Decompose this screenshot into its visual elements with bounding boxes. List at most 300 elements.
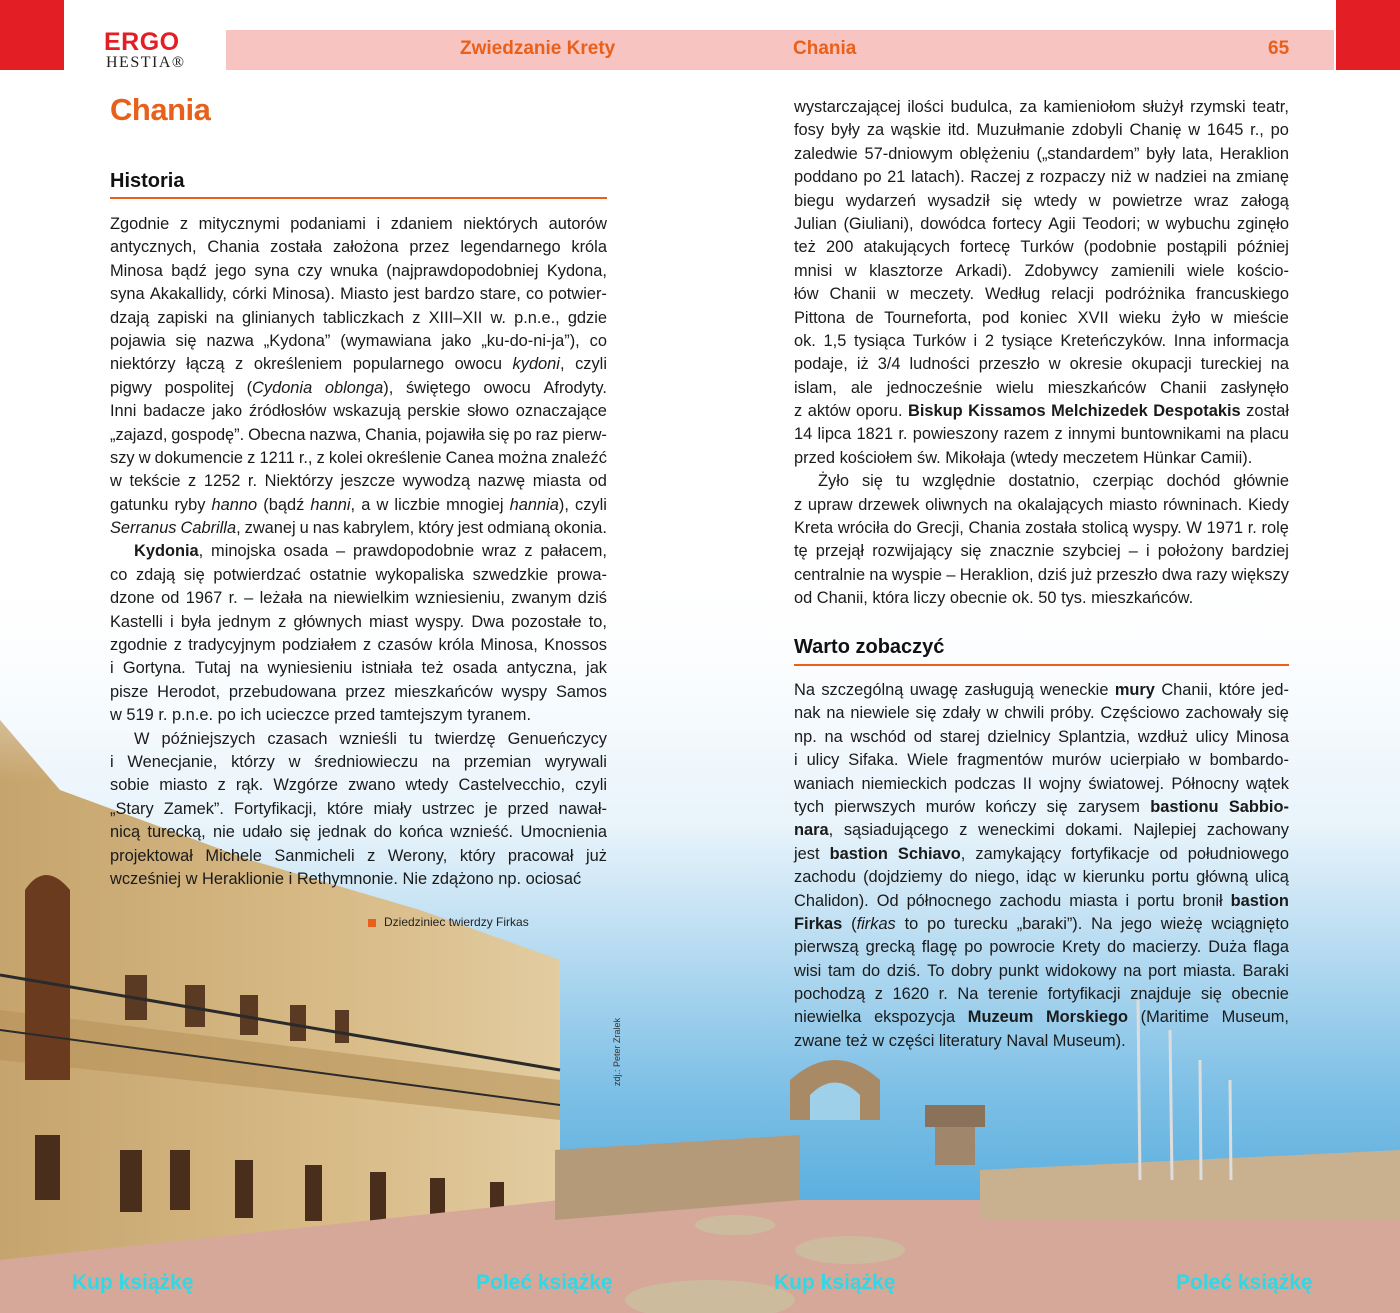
recommend-book-link[interactable]: Poleć książkę [476, 1271, 613, 1294]
word: wskazują [333, 402, 401, 421]
word: Pittona [794, 308, 846, 327]
word: Genueńczycy [507, 729, 607, 748]
word: podczas [954, 774, 1016, 793]
word: z [959, 821, 968, 840]
word: II [1022, 774, 1032, 793]
word: Chanii, [816, 589, 868, 608]
word: Chanii [1160, 378, 1207, 397]
page-title: Chania [110, 92, 211, 127]
word: na [826, 704, 845, 723]
text-line [110, 751, 607, 774]
word: Od [876, 891, 899, 910]
word: 2 [984, 331, 994, 350]
word: r. [158, 706, 168, 725]
word: po [1270, 121, 1289, 140]
word: Kissamos [968, 402, 1046, 421]
word: ociosać [525, 869, 582, 888]
word: Sanmicheli [274, 846, 355, 865]
word: jest [457, 519, 484, 538]
word: niego, [974, 868, 1020, 887]
word: się [861, 472, 883, 491]
word: okupacji [1131, 355, 1192, 374]
word: w [1188, 751, 1201, 770]
word: okonia. [554, 519, 607, 538]
word: określenie [366, 448, 442, 467]
word: mieszkańców [394, 682, 493, 701]
word: przeszło [978, 355, 1040, 374]
word: na [1270, 355, 1289, 374]
word: biegu [794, 191, 835, 210]
word: tych [794, 797, 825, 816]
word: ulicą [1255, 868, 1289, 887]
word: (bądź [263, 495, 305, 514]
logo-line-1: ERGO [104, 28, 180, 56]
word: oblężeniu [959, 144, 1030, 163]
text-line [794, 307, 1289, 330]
word: glinianych [241, 308, 315, 327]
word: ok. [1011, 589, 1034, 608]
word: W [1186, 519, 1202, 538]
word: XIII–XII [428, 308, 483, 327]
word: obecnie [1231, 985, 1289, 1004]
word: (wymawiana [340, 331, 432, 350]
word: projektował [110, 846, 193, 865]
word: po [513, 425, 532, 444]
text-line [794, 679, 1289, 702]
word: przemian [463, 752, 532, 771]
word: okalających [1017, 495, 1104, 514]
word: dziś [1037, 565, 1067, 584]
word: dokami. [1065, 821, 1123, 840]
word: idąc [1026, 868, 1057, 887]
word: średniowieczu [314, 752, 419, 771]
word: jed- [1261, 681, 1289, 699]
word: 1971 [1206, 519, 1244, 538]
word: czasach [267, 729, 328, 748]
text-line [110, 704, 607, 727]
word: Baraki [1242, 961, 1289, 980]
word: z [188, 472, 197, 491]
word: np. [498, 869, 522, 888]
word: Cabrilla, [180, 519, 241, 538]
word: została [1025, 519, 1078, 538]
word: Kiedy [1247, 495, 1289, 514]
corner-tab-left [0, 0, 64, 70]
word: r. [898, 425, 908, 444]
word: Heraklionie [202, 869, 285, 888]
text-line [794, 283, 1289, 306]
word: żyło [1171, 308, 1201, 327]
word: pojawia [110, 331, 166, 350]
word: literatury [938, 1031, 1002, 1050]
header-band [226, 30, 1334, 70]
recommend-book-link[interactable]: Poleć książkę [1176, 1271, 1313, 1294]
word: jednym [218, 612, 271, 631]
word: autorów [548, 215, 607, 233]
word: większy [1231, 565, 1289, 584]
word: szwedzkie [472, 565, 549, 584]
word: źródłosłów [248, 402, 327, 421]
word: wyspy. [1132, 519, 1182, 538]
text-line [794, 213, 1289, 236]
word: z [217, 776, 226, 795]
word: turecku [954, 914, 1008, 933]
word: liczy [913, 589, 946, 608]
word: Chania [207, 238, 260, 257]
word: łączą [186, 355, 225, 374]
word: nak [794, 704, 821, 723]
word: niemieckich [861, 774, 948, 793]
word: 1620 [892, 985, 930, 1004]
word: jednak [317, 823, 367, 842]
word: p.n.e. [172, 706, 214, 725]
word: ustrzec [421, 799, 475, 818]
word: owocu [483, 378, 531, 397]
word: i [794, 751, 798, 770]
word: Muzułmanie [976, 121, 1065, 140]
word: zasłynęło [1220, 378, 1289, 397]
word: fortecę [960, 238, 1011, 257]
word: też [794, 238, 816, 257]
word: Turków [912, 331, 966, 350]
word: rąk. [235, 776, 264, 795]
buy-book-link[interactable]: Kup książkę [774, 1271, 896, 1294]
word: dwa [1161, 565, 1192, 584]
word: minojska [211, 542, 276, 561]
text-line [794, 166, 1289, 189]
ergo-hestia-logo [104, 30, 214, 74]
word: Krety [1061, 938, 1101, 957]
word: kończy [985, 797, 1037, 816]
word: 1211 [259, 448, 295, 467]
word: informacja [1213, 331, 1289, 350]
word: z [316, 448, 325, 467]
word: tu [408, 729, 423, 748]
word: i [1125, 891, 1130, 910]
word: Minosa). [272, 285, 335, 304]
word: niewielkim [333, 589, 410, 608]
word: na [1226, 425, 1245, 444]
word: Obecna [248, 425, 306, 444]
word: w [288, 752, 301, 771]
word: (wtedy [1009, 448, 1059, 467]
word: po [927, 914, 946, 933]
word: 1,5 [823, 331, 847, 350]
word: koniec [1019, 308, 1068, 327]
word: z [363, 636, 372, 655]
word: Chania [968, 519, 1021, 538]
text-line [110, 494, 607, 517]
text-line [794, 796, 1289, 819]
word: bardziej [1231, 542, 1289, 561]
word: po [863, 168, 882, 187]
running-header-topic: Chania [793, 38, 857, 59]
word: wybuchu [1165, 214, 1231, 233]
word: oporu. [856, 402, 903, 421]
word: w [1188, 121, 1201, 140]
text-line [110, 587, 607, 610]
word: postąpili [1166, 238, 1227, 257]
word: – [946, 565, 956, 584]
word: z [524, 542, 533, 561]
word: do [373, 823, 392, 842]
word: przed [334, 706, 376, 725]
word: fortecy [992, 214, 1042, 233]
word: były [1146, 144, 1176, 163]
word: obecnie [949, 589, 1008, 608]
word: nazwę [477, 472, 526, 491]
word: „baraki”). [1016, 914, 1083, 933]
word: (dojdziemy [863, 868, 943, 887]
word: lata, [1182, 144, 1214, 163]
word: r. [228, 589, 238, 608]
word: fortyfikacje [1071, 844, 1150, 863]
text-line [794, 866, 1289, 889]
word: „Kydona” [263, 331, 331, 350]
word: w [886, 285, 899, 304]
word: leżała [259, 589, 303, 608]
word: Hünkar [1142, 448, 1196, 467]
word: gospodę”. [171, 425, 245, 444]
word: co [110, 565, 128, 584]
word: (firkas [851, 914, 896, 933]
word: podaniami [290, 215, 366, 233]
word: ucierpiało [1109, 751, 1180, 770]
word: tradycyjnym [188, 636, 276, 655]
word: zdążono [431, 869, 494, 888]
word: liczbie [394, 495, 440, 514]
word: nie [213, 823, 235, 842]
word: Canea [445, 448, 494, 467]
word: na [993, 495, 1012, 514]
text-line [794, 353, 1289, 376]
text-line [110, 353, 607, 376]
word: tekście [129, 472, 181, 491]
text-line [110, 424, 607, 447]
word: antycznych, [110, 238, 197, 257]
word: Sifaka. [848, 751, 899, 770]
word: Castelvecchio, [458, 776, 566, 795]
word: zachowały [1185, 704, 1263, 723]
word: itd. [947, 121, 970, 140]
heading-rule [110, 197, 607, 199]
word: starej [939, 727, 980, 746]
text-line [794, 470, 1289, 493]
word: niż [1110, 168, 1132, 187]
text-line [794, 890, 1289, 913]
text-line [794, 960, 1289, 983]
word: Niektórzy [264, 472, 333, 491]
text-line [110, 307, 607, 330]
word: Chania, [365, 425, 422, 444]
text-line [794, 423, 1289, 446]
word: to, [588, 612, 607, 631]
word: Tourneforta, [884, 308, 972, 327]
word: budulca, [950, 98, 1013, 116]
text-line [794, 190, 1289, 213]
word: wystarczającej [794, 98, 901, 116]
word: na [824, 727, 843, 746]
word: innymi [1068, 425, 1116, 444]
word: kościo- [1237, 261, 1289, 280]
word: z [235, 355, 244, 374]
text-line [110, 540, 607, 563]
word: prowa- [556, 565, 607, 584]
word: wzniesieniu, [415, 589, 505, 608]
text-line [110, 330, 607, 353]
word: miasto [159, 776, 208, 795]
word: nazwa [206, 331, 254, 350]
word: świętego [405, 378, 471, 397]
word: Umocnienia [520, 823, 607, 842]
word: wojny [1039, 774, 1082, 793]
word: jako [212, 402, 243, 421]
word: w [185, 869, 198, 888]
word: Werony, [387, 846, 448, 865]
word: perskie [407, 402, 461, 421]
text-line [110, 447, 607, 470]
word: jego [1120, 914, 1152, 933]
word: fragmentów [957, 751, 1043, 770]
text-line [794, 330, 1289, 353]
word: i [110, 752, 114, 771]
word: wyspy. [415, 612, 465, 631]
word: czasów [377, 636, 433, 655]
word: To [927, 961, 945, 980]
word: odmianą [487, 519, 551, 538]
word: się [488, 425, 510, 444]
word: bastionu [1150, 797, 1219, 816]
corner-tab-right [1336, 0, 1400, 70]
word: króla [438, 636, 475, 655]
word: się [183, 565, 205, 584]
word: króla [571, 238, 607, 257]
word: nara, [794, 821, 834, 840]
word: hanno [211, 495, 258, 514]
word: wróciła [837, 519, 889, 538]
word: meczety. [909, 285, 975, 304]
word: które [1218, 681, 1256, 699]
word: wnuka [330, 261, 378, 280]
word: miasta [532, 472, 582, 491]
word: który [418, 519, 454, 538]
word: i [170, 612, 174, 631]
word: flaga [1253, 938, 1289, 957]
word: Minosa [110, 261, 163, 280]
word: (Cydonia [246, 378, 313, 397]
word: na [1123, 961, 1142, 980]
text-line [110, 611, 607, 634]
word: ekspozycja [874, 1008, 956, 1027]
word: Heraklion [1219, 144, 1289, 163]
word: tu [895, 472, 910, 491]
word: ulicy [1195, 727, 1229, 746]
word: z [367, 846, 376, 865]
word: twierdzę [434, 729, 496, 748]
text-line [794, 983, 1289, 1006]
word: Arkadi). [955, 261, 1012, 280]
text-line [794, 400, 1289, 423]
word: Chanię [1129, 121, 1182, 140]
body-text-left [110, 213, 607, 891]
word: czerpiąc [1092, 472, 1154, 491]
word: wąskie [890, 121, 942, 140]
word: Kastelli [110, 612, 163, 631]
word: a [361, 495, 371, 514]
word: pod [982, 308, 1010, 327]
word: zapiski [157, 308, 208, 327]
word: zwanym [511, 589, 572, 608]
word: nawał- [558, 799, 607, 818]
word: „ku-do-ni-ja”), [481, 331, 580, 350]
word: w [376, 495, 389, 514]
body-text-right-bottom [794, 679, 1289, 1053]
word: powrocie [989, 938, 1056, 957]
word: i [110, 659, 114, 678]
word: buntownikami [1120, 425, 1221, 444]
text-line [110, 681, 607, 704]
word: punkt [998, 961, 1039, 980]
word: Według [984, 285, 1041, 304]
word: r., [298, 448, 313, 467]
word: Camii). [1200, 448, 1253, 467]
word: i [1145, 542, 1150, 561]
word: bastion [1230, 891, 1289, 910]
word: przeszło [1096, 565, 1158, 584]
word: je [484, 799, 498, 818]
word: oznaczające [515, 402, 607, 421]
word: położony [1157, 542, 1224, 561]
word: Serranus [110, 519, 177, 538]
word: zachodu [794, 868, 856, 887]
buy-book-link[interactable]: Kup książkę [72, 1271, 194, 1294]
word: zwanej [244, 519, 296, 538]
word: mnogiej [446, 495, 504, 514]
word: Kreta [794, 519, 834, 538]
word: wydarzeń [845, 191, 917, 210]
word: pałacem, [540, 542, 607, 561]
word: Dwa [471, 612, 505, 631]
text-line [110, 260, 607, 283]
word: zdają [135, 565, 176, 584]
word: kamieniołom [1043, 98, 1136, 116]
word: ilości [907, 98, 944, 116]
running-header-section: Zwiedzanie Krety [460, 38, 616, 59]
text-line [794, 564, 1289, 587]
word: wznieść. [450, 823, 514, 842]
word: legendarnego [460, 238, 561, 257]
word: oblonga), [324, 378, 394, 397]
word: służył [1142, 98, 1184, 116]
word: którzy [231, 752, 275, 771]
word: zwane [794, 1031, 842, 1050]
word: już [1071, 565, 1093, 584]
word: istniała [361, 659, 413, 678]
word: niewiele [850, 704, 910, 723]
text-line [110, 634, 607, 657]
word: z [179, 215, 189, 233]
word: Michele [205, 846, 262, 865]
word: z [794, 402, 803, 421]
word: 14 [794, 425, 813, 444]
word: ok. [794, 331, 816, 350]
word: pochodzą [794, 985, 866, 1004]
word: do [1107, 938, 1126, 957]
word: co [526, 285, 544, 304]
word: się [289, 823, 311, 842]
word: Minosa, [480, 636, 538, 655]
word: jako [441, 331, 472, 350]
